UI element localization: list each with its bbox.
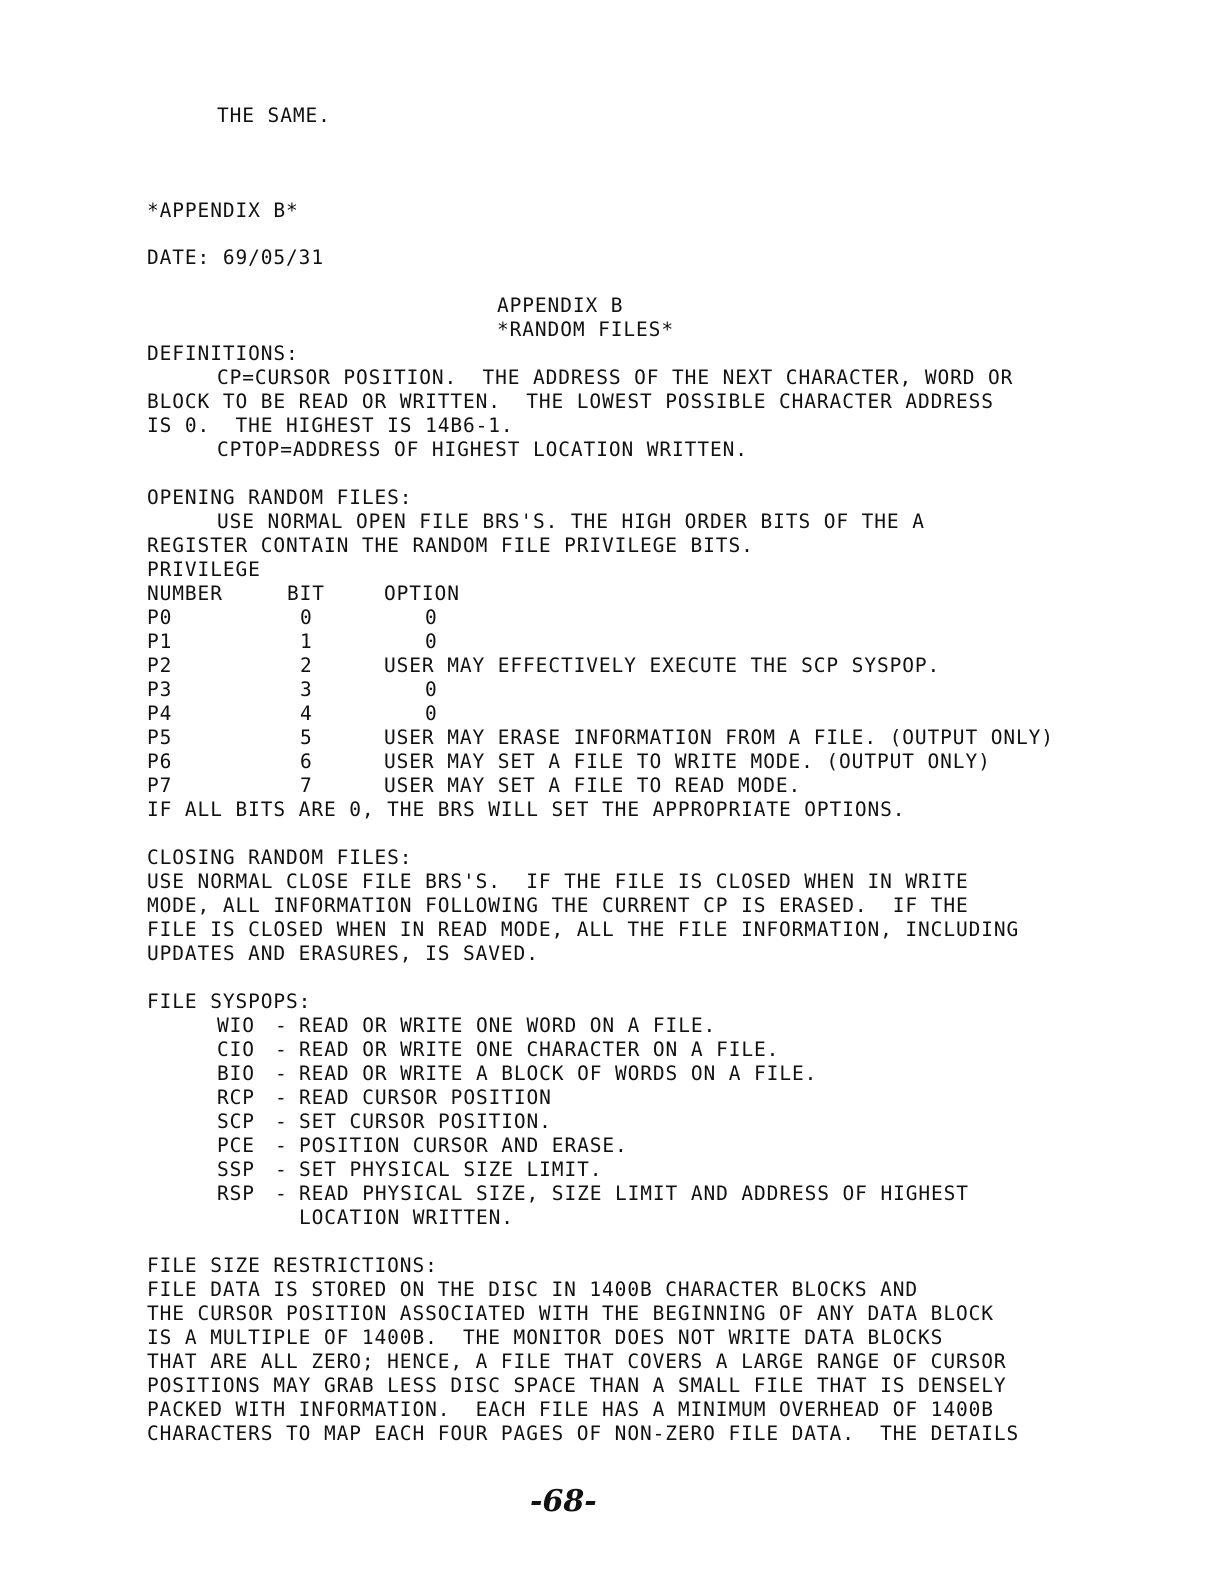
size-restrictions-line: CHARACTERS TO MAP EACH FOUR PAGES OF NON-ZERO FILE DATA. THE DETAILS bbox=[147, 1422, 1020, 1445]
opening-line: USE NORMAL OPEN FILE BRS'S. THE HIGH ORDER BITS OF THE A bbox=[217, 510, 925, 533]
syspop-desc: READ PHYSICAL SIZE, SIZE LIMIT AND ADDRESS OF HIGHEST bbox=[299, 1182, 969, 1205]
privilege-bit: 1 bbox=[300, 630, 313, 653]
closing-line: UPDATES AND ERASURES, IS SAVED. bbox=[147, 942, 539, 965]
syspop-code: SSP bbox=[217, 1158, 255, 1181]
syspops-label: FILE SYSPOPS: bbox=[147, 990, 312, 1013]
syspop-code: SCP bbox=[217, 1110, 255, 1133]
privilege-number: P3 bbox=[147, 678, 173, 701]
privilege-option: 0 bbox=[425, 606, 438, 629]
size-restrictions-line: PACKED WITH INFORMATION. EACH FILE HAS A MINIMUM OVERHEAD OF 1400B bbox=[147, 1398, 994, 1421]
table-header-privilege: PRIVILEGE bbox=[147, 558, 261, 581]
syspop-code: RCP bbox=[217, 1086, 255, 1109]
privilege-number: P2 bbox=[147, 654, 173, 677]
size-restrictions-line: THE CURSOR POSITION ASSOCIATED WITH THE BEGINNING OF ANY DATA BLOCK bbox=[147, 1302, 994, 1325]
syspop-dash: - bbox=[275, 1086, 288, 1109]
syspop-desc: POSITION CURSOR AND ERASE. bbox=[299, 1134, 628, 1157]
appendix-marker: *APPENDIX B* bbox=[147, 199, 299, 222]
privilege-option: USER MAY EFFECTIVELY EXECUTE THE SCP SYSPOP. bbox=[384, 654, 941, 677]
size-restrictions-line: POSITIONS MAY GRAB LESS DISC SPACE THAN A SMALL FILE THAT IS DENSELY bbox=[147, 1374, 1007, 1397]
definitions-line: CP=CURSOR POSITION. THE ADDRESS OF THE NEXT CHARACTER, WORD OR bbox=[217, 366, 1014, 389]
opening-footer: IF ALL BITS ARE 0, THE BRS WILL SET THE APPROPRIATE OPTIONS. bbox=[147, 798, 906, 821]
syspop-desc: SET CURSOR POSITION. bbox=[299, 1110, 552, 1133]
privilege-option: USER MAY SET A FILE TO READ MODE. bbox=[384, 774, 802, 797]
opening-line: REGISTER CONTAIN THE RANDOM FILE PRIVILEGE BITS. bbox=[147, 534, 754, 557]
privilege-option: 0 bbox=[425, 702, 438, 725]
syspop-desc: READ OR WRITE ONE WORD ON A FILE. bbox=[299, 1014, 717, 1037]
closing-label: CLOSING RANDOM FILES: bbox=[147, 846, 413, 869]
syspop-desc: SET PHYSICAL SIZE LIMIT. bbox=[299, 1158, 603, 1181]
syspop-dash: - bbox=[275, 1062, 288, 1085]
syspop-dash: - bbox=[275, 1134, 288, 1157]
size-restrictions-label: FILE SIZE RESTRICTIONS: bbox=[147, 1254, 438, 1277]
privilege-option: 0 bbox=[425, 678, 438, 701]
page-number: -68- bbox=[530, 1484, 597, 1519]
privilege-bit: 5 bbox=[300, 726, 313, 749]
opening-label: OPENING RANDOM FILES: bbox=[147, 486, 413, 509]
definitions-line: BLOCK TO BE READ OR WRITTEN. THE LOWEST POSSIBLE CHARACTER ADDRESS bbox=[147, 390, 994, 413]
size-restrictions-line: FILE DATA IS STORED ON THE DISC IN 1400B CHARACTER BLOCKS AND bbox=[147, 1278, 919, 1301]
syspop-code: BIO bbox=[217, 1062, 255, 1085]
definitions-label: DEFINITIONS: bbox=[147, 342, 299, 365]
table-header-number: NUMBER bbox=[147, 582, 223, 605]
table-header-option: OPTION bbox=[384, 582, 460, 605]
closing-line: MODE, ALL INFORMATION FOLLOWING THE CURRENT CP IS ERASED. IF THE bbox=[147, 894, 969, 917]
privilege-number: P1 bbox=[147, 630, 173, 653]
privilege-number: P6 bbox=[147, 750, 173, 773]
syspop-desc: READ CURSOR POSITION bbox=[299, 1086, 552, 1109]
definitions-line: CPTOP=ADDRESS OF HIGHEST LOCATION WRITTEN. bbox=[217, 438, 748, 461]
syspop-code: PCE bbox=[217, 1134, 255, 1157]
privilege-bit: 3 bbox=[300, 678, 313, 701]
table-header-bit: BIT bbox=[287, 582, 325, 605]
syspop-dash: - bbox=[275, 1038, 288, 1061]
closing-line: USE NORMAL CLOSE FILE BRS'S. IF THE FILE IS CLOSED WHEN IN WRITE bbox=[147, 870, 969, 893]
syspop-dash: - bbox=[275, 1158, 288, 1181]
definitions-line: IS 0. THE HIGHEST IS 14B6-1. bbox=[147, 414, 514, 437]
privilege-option: USER MAY SET A FILE TO WRITE MODE. (OUTPUT ONLY) bbox=[384, 750, 991, 773]
privilege-number: P7 bbox=[147, 774, 173, 797]
privilege-option: 0 bbox=[425, 630, 438, 653]
privilege-bit: 4 bbox=[300, 702, 313, 725]
syspop-code: WIO bbox=[217, 1014, 255, 1037]
syspop-code: CIO bbox=[217, 1038, 255, 1061]
privilege-number: P4 bbox=[147, 702, 173, 725]
privilege-option: USER MAY ERASE INFORMATION FROM A FILE. (OUTPUT ONLY) bbox=[384, 726, 1054, 749]
top-line: THE SAME. bbox=[217, 104, 331, 127]
syspop-continuation: LOCATION WRITTEN. bbox=[299, 1206, 514, 1229]
date-line: DATE: 69/05/31 bbox=[147, 246, 324, 269]
privilege-bit: 7 bbox=[300, 774, 313, 797]
size-restrictions-line: THAT ARE ALL ZERO; HENCE, A FILE THAT COVERS A LARGE RANGE OF CURSOR bbox=[147, 1350, 1007, 1373]
syspop-desc: READ OR WRITE ONE CHARACTER ON A FILE. bbox=[299, 1038, 780, 1061]
syspop-code: RSP bbox=[217, 1182, 255, 1205]
syspop-desc: READ OR WRITE A BLOCK OF WORDS ON A FILE. bbox=[299, 1062, 818, 1085]
closing-line: FILE IS CLOSED WHEN IN READ MODE, ALL THE FILE INFORMATION, INCLUDING bbox=[147, 918, 1020, 941]
privilege-number: P0 bbox=[147, 606, 173, 629]
syspop-dash: - bbox=[275, 1182, 288, 1205]
syspop-dash: - bbox=[275, 1110, 288, 1133]
privilege-number: P5 bbox=[147, 726, 173, 749]
privilege-bit: 0 bbox=[300, 606, 313, 629]
heading-title: APPENDIX B bbox=[497, 294, 624, 317]
privilege-bit: 2 bbox=[300, 654, 313, 677]
size-restrictions-line: IS A MULTIPLE OF 1400B. THE MONITOR DOES NOT WRITE DATA BLOCKS bbox=[147, 1326, 944, 1349]
syspop-dash: - bbox=[275, 1014, 288, 1037]
privilege-bit: 6 bbox=[300, 750, 313, 773]
heading-subtitle: *RANDOM FILES* bbox=[497, 318, 674, 341]
